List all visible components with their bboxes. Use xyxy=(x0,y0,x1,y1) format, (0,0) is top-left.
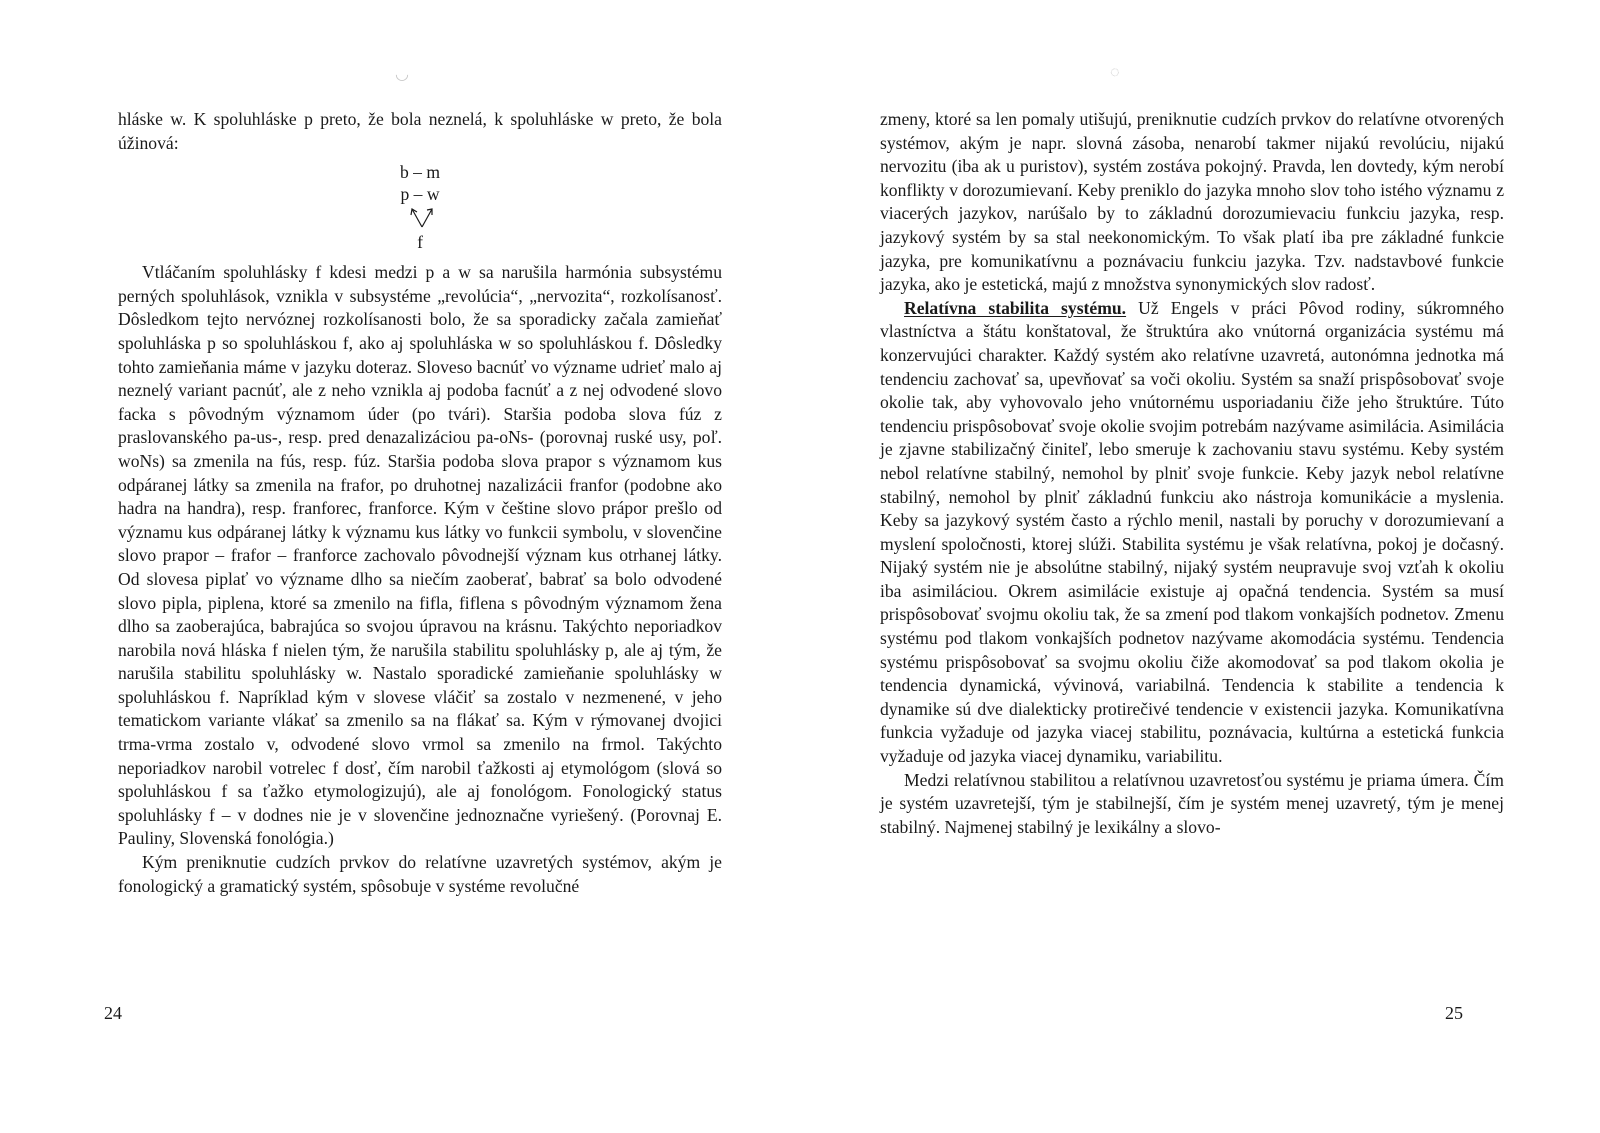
page-number: 24 xyxy=(104,1003,122,1023)
paragraph: Vtláčaním spoluhlásky f kdesi medzi p a w sa narušila harmónia subsystému perných spoluhlások, vznikla v subsystéme „revolúcia“, „nervozita“, rozkolísanosť. Dôsledkom tejto nervóznej rozkolísanosti bolo, že sa sporadicky začala zamieňať spoluhláska p so spoluhláskou f, ako aj spoluhláska w so spoluhláskou f. Dôsledky tohto zamieňania máme v jazyku doteraz. Sloveso bacnúť vo význame udrieť malo aj neznelý variant pacnúť, ale z neho vznikla aj podoba facnúť a z nej odvodené slovo facka s pôvodným významom úder (po tvári). Staršia podoba slova fúz z praslovanského pa-us-, resp. pred denazalizáciou pa-oNs- (porovnaj ruské usy, poľ. woNs) sa zmenila na fús, resp. fúz. Staršia podoba slova prapor s významom kus odpáranej látky sa zmenila na frafor, po druhotnej nazalizácii franfor (podobne ako hadra na handra), resp. franforec, franforce. Kým v češtine slovo prápor prešlo od významu kus odpáranej látky k významu kus látky vo funkcii symbolu, v slovenčine slovo prapor – frafor – franforce zachovalo pôvodnejší význam kus otrhanej látky. Od slovesa piplať vo význame dlho sa niečím zaoberať, babrať sa bolo odvodené slovo pipla, piplena, ktoré sa zmenilo na fifla, fiflena s pôvodným významom žena dlho sa zaoberajúca, babrajúca so svojou úpravou na krásnu. Takýchto neporiadkov narobila nová hláska f nielen tým, že narušila stabilitu spoluhlásky p, ale aj tým, že narušila stabilitu spoluhlásky w. Nastalo sporadické zamieňanie spoluhlásky w spoluhláskou f. Napríklad kým v slovese vláčiť sa zostalo v nezmenené, v jeho tematickom variante vlákať sa zmenilo sa na flákať sa. Kým v rýmovanej dvojici trma-vrma zostalo v, odvodené slovo vrmol sa zmenilo na frmol. Takýchto neporiadkov narobil votrelec f dosť, čím narobil ťažkosti aj etymológom (slová so spoluhláskou f sa ťažko etymologizujú), ale aj fonológom. Fonologický status spoluhlásky f – v dodnes nie je v slovenčine jednoznačne vyriešený. (Porovnaj E. Pauliny, Slovenská fonológia.) xyxy=(118,262,722,849)
paragraph-body: Už Engels v práci Pôvod rodiny, súkromného vlastníctva a štátu konštatoval, že štruktúra ako vnútorná organizácia systému má konzervujúci charakter. Každý systém ako relatívne uzavretá, autonómna jednotka má tendenciu zachovať sa, upevňovať sa voči okoliu. Systém sa snaží prispôsobovať svoje okolie tak, aby vyhovovalo jeho vnútornému usporiadaniu čiže jeho štruktúre. Túto tendenciu prispôsobovať svoje okolie svojim potrebám nazývame asimilácia. Asimilácia je zjavne stabilizačný činiteľ, lebo smeruje k zachovaniu stavu systému. Keby systém nebol relatívne stabilný, nemohol by plniť svoje funkcie. Keby jazyk nebol relatívne stabilný, nemohol by plniť základnú funkciu ako nástroja komunikácie a myslenia. Keby sa jazykový systém často a rýchlo menil, nastali by poruchy v dorozumievaní a myslení spoločnosti, ktorej slúži. Stabilita systému je však relatívna, pokoj je dočasný. Nijaký systém nie je absolútne stabilný, nijaký systém neupravuje svoj vzťah k okoliu iba asimiláciou. Okrem asimilácie existuje aj opačná tendencia. Systém sa musí prispôsobovať svojmu okoliu tak, že sa zmení pod tlakom vonkajších podnetov. Zmenu systému pod tlakom vonkajších podnetov nazývame akomodácia systému. Tendencia systému prispôsobovať sa svojmu okoliu čiže akomodovať sa pod tlakom okolia je tendencia dynamická, vývinová, variabilná. Tendencia k stabilite a tendencia k dynamike sú dve dialekticky protirečivé tendencie v existencii jazyka. Komunikatívna funkcia vyžaduje od jazyka viacej stabilitu, poznávacia, kultúrna a estetická funkcia vyžaduje od jazyka viacej dynamiku, variabilitu. xyxy=(880,297,1504,767)
paragraph: Medzi relatívnou stabilitou a relatívnou uzavretosťou systému je priama úmera. Čím je systém uzavretejší, tým je stabilnejší, čím je systém menej uzavretý, tým je menej stabilný. Najmenej stabilný je lexikálny a slovo- xyxy=(880,769,1504,837)
paragraph: hláske w. K spoluhláske p preto, že bola neznelá, k spoluhláske w preto, že bola úžinová: xyxy=(118,109,722,153)
paragraph-with-heading xyxy=(880,297,1504,769)
paragraph: zmeny, ktoré sa len pomaly utišujú, preniknutie cudzích prvkov do relatívne otvorených systémov, akým je napr. slovná zásoba, nenarobí takmer nijakú revolúciu, nijakú nervozitu (iba ak u puristov), systém zostáva pokojný. Pravda, len dovtedy, kým nerobí konflikty v dorozumievaní. Keby preniklo do jazyka mnoho slov toho istého významu z viacerých jazykov, narúšalo by to základnú dorozumievaciu funkciu jazyka, resp. jazykový systém by sa stal neekonomickým. To však platí iba pre základné funkcie jazyka, pre komunikatívnu a poznávaciu funkciu jazyka. Tzv. nadstavbové funkcie jazyka, ako je estetická, majú z množstva synonymických slov radosť. xyxy=(880,109,1504,295)
diagram-arrows-icon xyxy=(390,205,450,231)
paragraph: Kým preniknutie cudzích prvkov do relatívne uzavretých systémov, akým je fonologický a gramatický systém, spôsobuje v systéme revolučné xyxy=(118,852,722,896)
diagram-row: f xyxy=(417,232,423,253)
scan-artifact: ◌ xyxy=(1110,64,1120,81)
right-text-block xyxy=(880,108,1504,839)
section-heading: Relatívna stabilita systému. xyxy=(904,297,1127,318)
right-page xyxy=(800,0,1600,1133)
scan-artifact: ◡ xyxy=(395,66,409,83)
diagram-row: p – w xyxy=(400,184,440,205)
page-number: 25 xyxy=(1445,1003,1463,1023)
diagram-row: b – m xyxy=(399,162,441,183)
consonant-diagram xyxy=(370,161,470,253)
left-text-block xyxy=(118,108,722,898)
